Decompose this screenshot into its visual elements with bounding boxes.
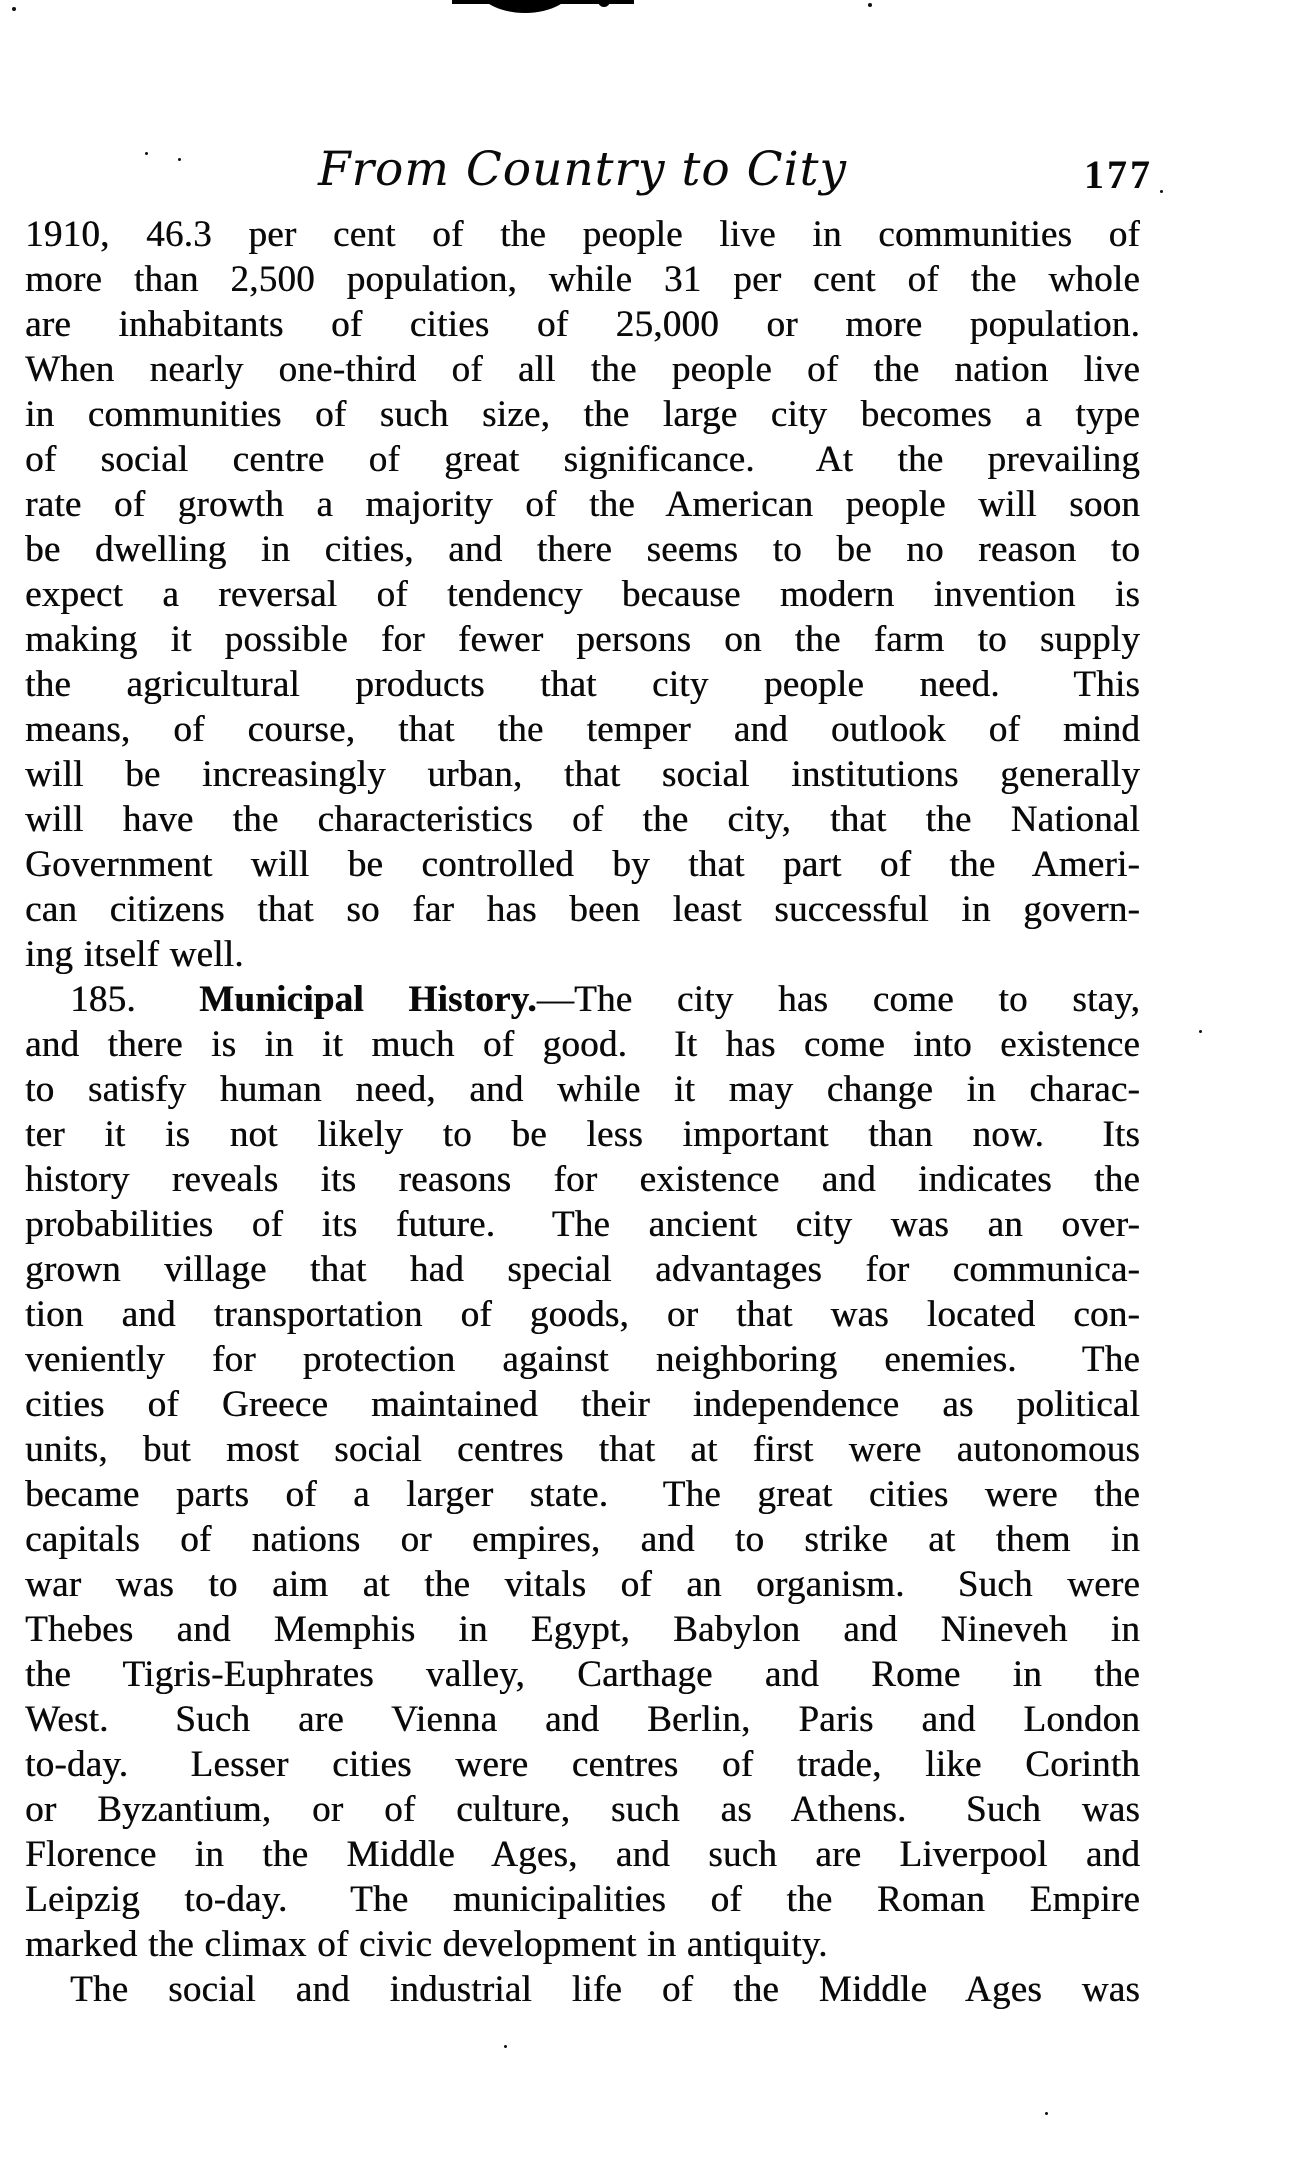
paragraph bbox=[25, 212, 1140, 977]
text-segment: expect a reversal of tendency because modern invention is bbox=[25, 574, 1140, 615]
text-line bbox=[25, 482, 1140, 527]
page-edge-artifact bbox=[476, 0, 574, 13]
text-segment: making it possible for fewer persons on the farm to supply bbox=[25, 619, 1140, 660]
scan-speck bbox=[504, 2045, 507, 2048]
text-segment: veniently for protection against neighboring enemies. The bbox=[25, 1339, 1140, 1380]
text-segment: West. Such are Vienna and Berlin, Paris and London bbox=[25, 1699, 1140, 1740]
text-segment: marked the climax of civic development in antiquity. bbox=[25, 1924, 828, 1965]
text-line bbox=[25, 1427, 1140, 1472]
text-segment: can citizens that so far has been least successful in govern- bbox=[25, 889, 1140, 930]
text-segment: —The city has come to stay, bbox=[536, 979, 1140, 1020]
text-line bbox=[25, 1832, 1140, 1877]
text-line bbox=[25, 1157, 1140, 1202]
text-line bbox=[25, 572, 1140, 617]
text-line bbox=[25, 977, 1140, 1022]
text-segment: of social centre of great significance. At the prevailing bbox=[25, 439, 1140, 480]
text-segment: or Byzantium, or of culture, such as Athens. Such was bbox=[25, 1789, 1140, 1830]
page-edge-artifact bbox=[598, 0, 610, 7]
text-segment: ing itself well. bbox=[25, 934, 244, 975]
text-line bbox=[25, 1292, 1140, 1337]
text-line bbox=[25, 752, 1140, 797]
text-line bbox=[25, 1697, 1140, 1742]
scan-speck bbox=[1045, 2112, 1048, 2115]
text-line bbox=[25, 302, 1140, 347]
text-segment: war was to aim at the vitals of an organism. Such were bbox=[25, 1564, 1140, 1605]
text-line bbox=[25, 842, 1140, 887]
text-line bbox=[25, 1112, 1140, 1157]
text-segment: cities of Greece maintained their independence as political bbox=[25, 1384, 1140, 1425]
text-line bbox=[25, 1202, 1140, 1247]
text-segment: 1910, 46.3 per cent of the people live in communities of bbox=[25, 214, 1140, 255]
text-line bbox=[25, 1742, 1140, 1787]
text-segment: the Tigris-Euphrates valley, Carthage and Rome in the bbox=[25, 1654, 1140, 1695]
text-line bbox=[25, 1067, 1140, 1112]
text-segment: became parts of a larger state. The great cities were the bbox=[25, 1474, 1140, 1515]
text-segment: Government will be controlled by that part of the Ameri- bbox=[25, 844, 1140, 885]
text-segment: to satisfy human need, and while it may change in charac- bbox=[25, 1069, 1140, 1110]
text-segment: will have the characteristics of the city, that the National bbox=[25, 799, 1140, 840]
text-line bbox=[25, 1517, 1140, 1562]
text-segment: Leipzig to-day. The municipalities of the Roman Empire bbox=[25, 1879, 1140, 1920]
text-segment: probabilities of its future. The ancient city was an over- bbox=[25, 1204, 1140, 1245]
scan-speck bbox=[1160, 190, 1163, 193]
text-segment: capitals of nations or empires, and to strike at them in bbox=[25, 1519, 1140, 1560]
text-segment: to-day. Lesser cities were centres of trade, like Corinth bbox=[25, 1744, 1140, 1785]
text-line bbox=[25, 347, 1140, 392]
text-segment: and there is in it much of good. It has come into existence bbox=[25, 1024, 1140, 1065]
text-segment: the agricultural products that city people need. This bbox=[25, 664, 1140, 705]
text-segment: more than 2,500 population, while 31 per cent of the whole bbox=[25, 259, 1140, 300]
text-line bbox=[25, 797, 1140, 842]
page-number: 177 bbox=[1084, 152, 1153, 197]
text-segment: in communities of such size, the large city becomes a type bbox=[25, 394, 1140, 435]
text-line bbox=[25, 1022, 1140, 1067]
text-segment: Thebes and Memphis in Egypt, Babylon and Nineveh in bbox=[25, 1609, 1140, 1650]
text-segment: are inhabitants of cities of 25,000 or more population. bbox=[25, 304, 1140, 345]
text-segment: be dwelling in cities, and there seems to be no reason to bbox=[25, 529, 1140, 570]
text-line bbox=[25, 1922, 1140, 1967]
text-line bbox=[25, 392, 1140, 437]
text-line bbox=[25, 707, 1140, 752]
text-line bbox=[25, 617, 1140, 662]
running-head-title: From Country to City bbox=[317, 142, 848, 197]
text-line bbox=[25, 257, 1140, 302]
text-line bbox=[25, 932, 1140, 977]
scan-speck bbox=[868, 3, 872, 7]
text-line bbox=[25, 1382, 1140, 1427]
text-segment: ter it is not likely to be less important than now. Its bbox=[25, 1114, 1140, 1155]
paragraph bbox=[25, 1967, 1140, 2012]
text-segment: Florence in the Middle Ages, and such are Liverpool and bbox=[25, 1834, 1140, 1875]
text-segment: When nearly one-third of all the people of the nation live bbox=[25, 349, 1140, 390]
text-line bbox=[25, 527, 1140, 572]
paragraph bbox=[25, 977, 1140, 1967]
scan-speck bbox=[12, 7, 16, 11]
text-segment: units, but most social centres that at first were autonomous bbox=[25, 1429, 1140, 1470]
text-line bbox=[25, 1607, 1140, 1652]
text-line bbox=[25, 1472, 1140, 1517]
text-line bbox=[25, 437, 1140, 482]
text-line bbox=[25, 887, 1140, 932]
text-segment: rate of growth a majority of the American people will soon bbox=[25, 484, 1140, 525]
text-segment: will be increasingly urban, that social institutions generally bbox=[25, 754, 1140, 795]
text-line bbox=[25, 1967, 1140, 2012]
text-line bbox=[25, 1247, 1140, 1292]
text-line bbox=[25, 1877, 1140, 1922]
text-line bbox=[25, 212, 1140, 257]
text-segment: tion and transportation of goods, or that was located con- bbox=[25, 1294, 1140, 1335]
text-line bbox=[25, 1562, 1140, 1607]
text-segment: grown village that had special advantages for communica- bbox=[25, 1249, 1140, 1290]
text-segment: 185. bbox=[70, 979, 200, 1020]
scan-speck bbox=[1199, 1030, 1202, 1033]
text-segment: means, of course, that the temper and outlook of mind bbox=[25, 709, 1140, 750]
text-line bbox=[25, 662, 1140, 707]
text-line bbox=[25, 1787, 1140, 1832]
text-segment: The social and industrial life of the Middle Ages was bbox=[70, 1969, 1140, 2010]
text-block bbox=[25, 212, 1140, 2012]
text-line bbox=[25, 1652, 1140, 1697]
section-heading-bold: Municipal History. bbox=[199, 979, 537, 1020]
text-line bbox=[25, 1337, 1140, 1382]
text-segment: history reveals its reasons for existence and indicates the bbox=[25, 1159, 1140, 1200]
